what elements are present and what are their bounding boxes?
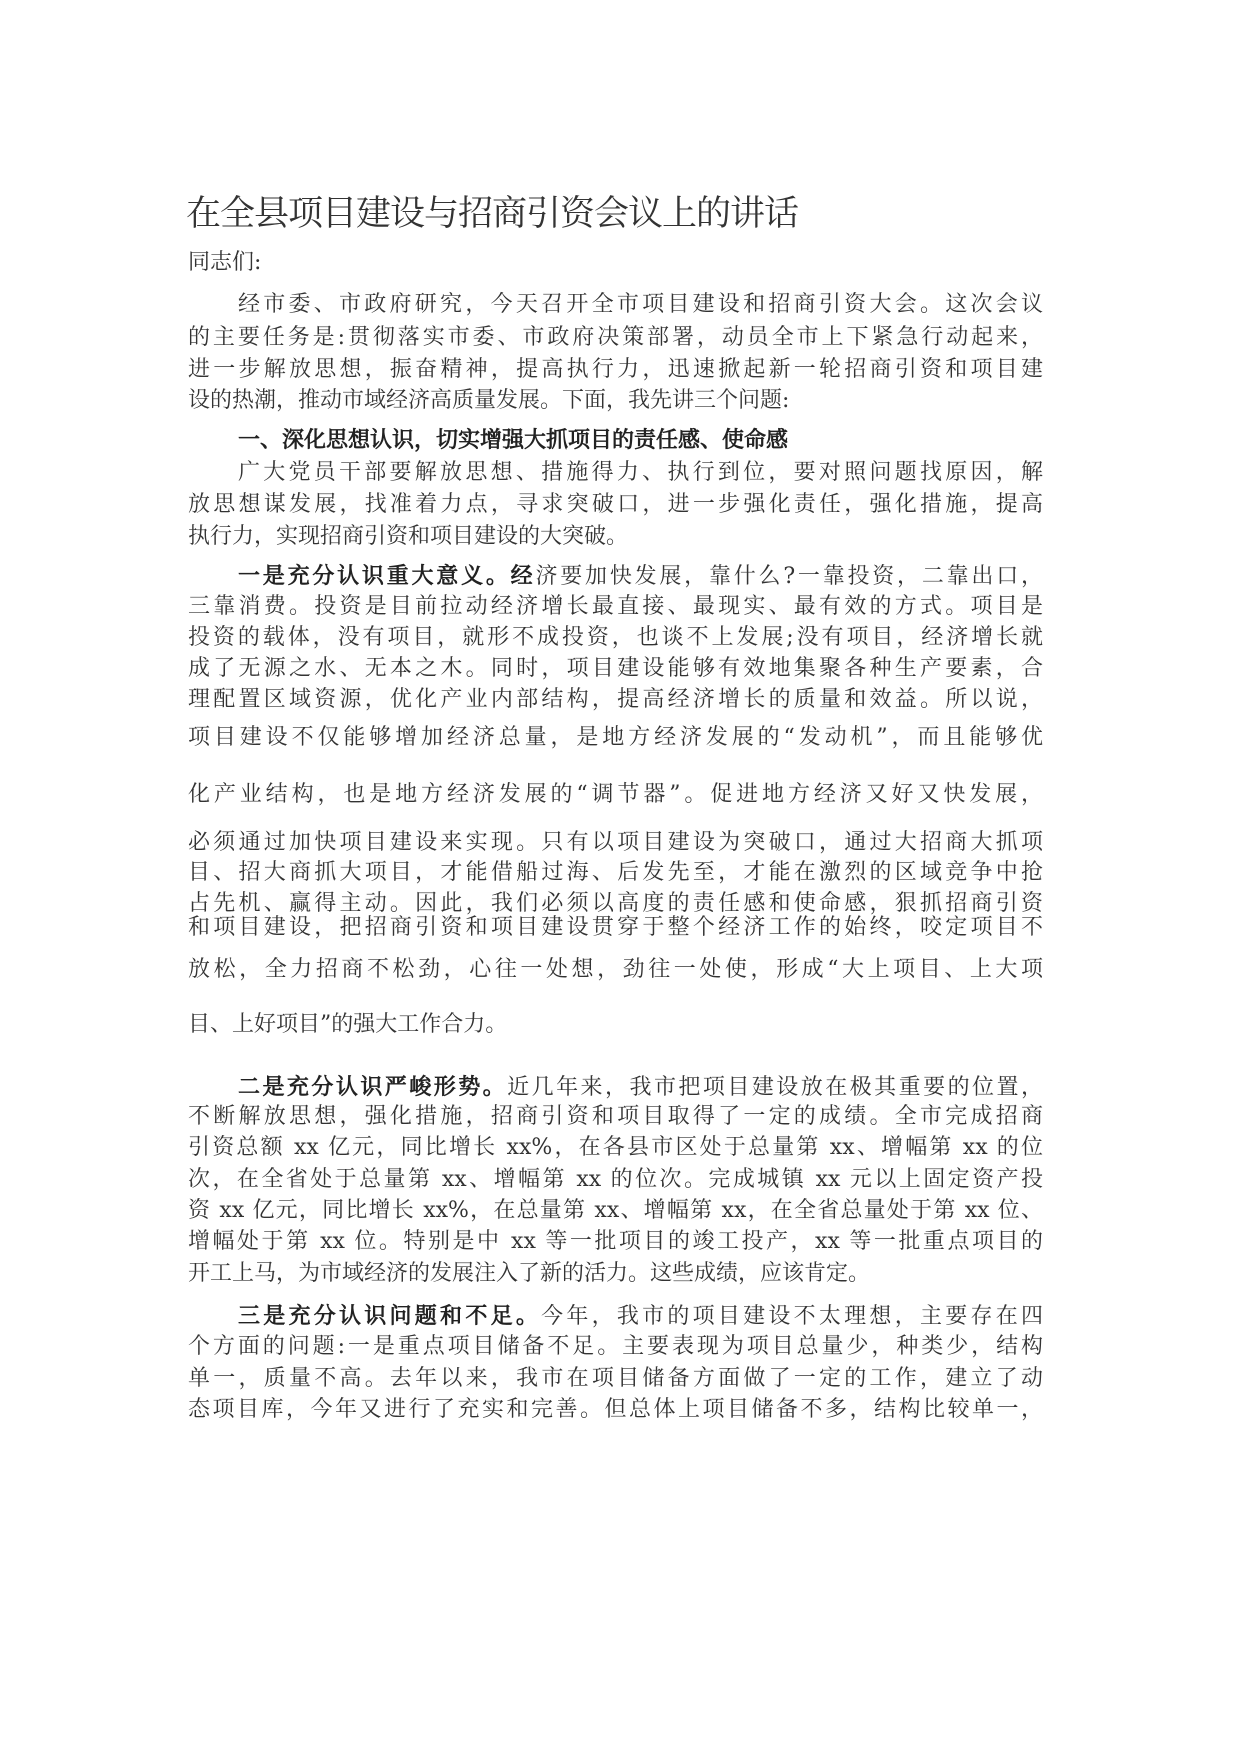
text-span: 近几年来，我市把项目建设放在极其重要的位置， bbox=[507, 1075, 1043, 1100]
section-heading: 一、深化思想认识，切实增强大抓项目的责任感、使命感 bbox=[238, 427, 789, 453]
text-line: 不断解放思想，强化措施，招商引资和项目取得了一定的成绩。全市完成招商 bbox=[188, 1104, 1043, 1129]
salutation: 同志们: bbox=[188, 250, 262, 275]
text-line: 投资的载体，没有项目，就形不成投资，也谈不上发展;没有项目，经济增长就 bbox=[188, 625, 1043, 650]
text-line: 必须通过加快项目建设来实现。只有以项目建设为突破口，通过大招商大抓项 bbox=[188, 830, 1043, 855]
text-line: 和项目建设，把招商引资和项目建设贯穿于整个经济工作的始终，咬定项目不 bbox=[188, 915, 1043, 940]
text-line: 态项目库，今年又进行了充实和完善。但总体上项目储备不多，结构比较单一， bbox=[188, 1397, 1043, 1422]
text-line: 次，在全省处于总量第 xx、增幅第 xx 的位次。完成城镇 xx 元以上固定资产投 bbox=[188, 1167, 1043, 1192]
lead-text: 三是充分认识问题和不足。 bbox=[238, 1303, 542, 1329]
text-line: 放松，全力招商不松劲，心往一处想，劲往一处使，形成“大上项目、上大项 bbox=[188, 957, 1043, 982]
text-line: 目、上好项目”的强大工作合力。 bbox=[188, 1012, 508, 1037]
text-line: 化产业结构，也是地方经济发展的“调节器”。促进地方经济又好又快发展， bbox=[188, 782, 1043, 807]
page-title: 在全县项目建设与招商引资会议上的讲话 bbox=[186, 194, 799, 234]
text-line: 执行力，实现招商引资和项目建设的大突破。 bbox=[188, 524, 629, 549]
text-line: 个方面的问题:一是重点项目储备不足。主要表现为项目总量少，种类少，结构 bbox=[188, 1334, 1043, 1359]
text-line: 资 xx 亿元，同比增长 xx%，在总量第 xx、增幅第 xx，在全省总量处于第 xx 位、 bbox=[188, 1198, 1043, 1223]
text-line bbox=[238, 1303, 1043, 1330]
text-line: 进一步解放思想，振奋精神，提高执行力，迅速掀起新一轮招商引资和项目建 bbox=[188, 357, 1043, 382]
text-line: 占先机、赢得主动。因此，我们必须以高度的责任感和使命感，狠抓招商引资 bbox=[188, 891, 1043, 916]
text-line: 单一，质量不高。去年以来，我市在项目储备方面做了一定的工作，建立了动 bbox=[188, 1366, 1043, 1391]
text-line: 目、招大商抓大项目，才能借船过海、后发先至，才能在激烈的区域竞争中抢 bbox=[188, 860, 1043, 885]
text-line bbox=[238, 563, 1043, 590]
text-line: 的主要任务是:贯彻落实市委、市政府决策部署，动员全市上下紧急行动起来， bbox=[188, 325, 1043, 350]
text-line: 引资总额 xx 亿元，同比增长 xx%，在各县市区处于总量第 xx、增幅第 xx 的位 bbox=[188, 1135, 1043, 1160]
text-line: 设的热潮，推动市域经济高质量发展。下面，我先讲三个问题: bbox=[188, 388, 790, 413]
text-line bbox=[238, 1074, 1043, 1101]
lead-text: 一是充分认识重大意义。经 bbox=[238, 563, 536, 589]
text-line: 理配置区域资源，优化产业内部结构，提高经济增长的质量和效益。所以说， bbox=[188, 687, 1043, 712]
lead-text: 二是充分认识严峻形势。 bbox=[238, 1074, 508, 1100]
text-line: 放思想谋发展，找准着力点，寻求突破口，进一步强化责任，强化措施，提高 bbox=[188, 492, 1043, 517]
text-line: 三靠消费。投资是目前拉动经济增长最直接、最现实、最有效的方式。项目是 bbox=[188, 594, 1043, 619]
text-line: 增幅处于第 xx 位。特别是中 xx 等一批项目的竣工投产，xx 等一批重点项目的 bbox=[188, 1229, 1043, 1254]
text-line: 项目建设不仅能够增加经济总量，是地方经济发展的“发动机”，而且能够优 bbox=[188, 725, 1043, 750]
text-line: 经市委、市政府研究，今天召开全市项目建设和招商引资大会。这次会议 bbox=[238, 292, 1043, 317]
text-span: 济要加快发展，靠什么?一靠投资，二靠出口， bbox=[535, 564, 1043, 589]
text-span: 今年，我市的项目建设不太理想，主要存在四 bbox=[541, 1304, 1043, 1329]
text-line: 广大党员干部要解放思想、措施得力、执行到位，要对照问题找原因，解 bbox=[238, 460, 1043, 485]
text-line: 成了无源之水、无本之木。同时，项目建设能够有效地集聚各种生产要素，合 bbox=[188, 656, 1043, 681]
text-line: 开工上马，为市域经济的发展注入了新的活力。这些成绩，应该肯定。 bbox=[188, 1261, 871, 1286]
